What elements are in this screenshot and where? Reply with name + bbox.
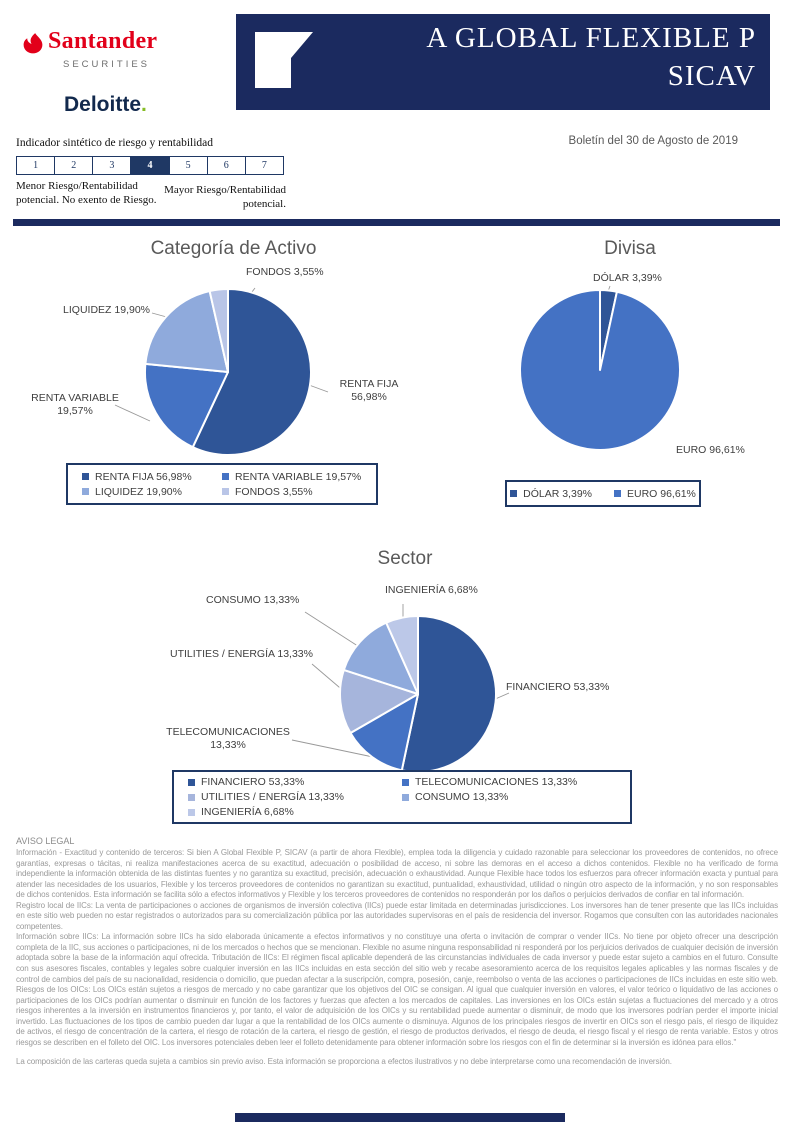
pie-label-fondos: FONDOS 3,55%	[246, 266, 324, 278]
risk-note-higher: Mayor Riesgo/Rentabilidad potencial.	[164, 184, 286, 211]
legend-marker	[222, 488, 229, 495]
pie-label-utilities: UTILITIES / ENERGÍA 13,33%	[170, 648, 313, 660]
legend-marker	[222, 473, 229, 480]
deloitte-logo: Deloitte.	[64, 93, 147, 116]
pie-label-dolar: DÓLAR 3,39%	[593, 272, 662, 284]
santander-flame-icon	[20, 31, 46, 57]
legend-marker	[188, 809, 195, 816]
pie-label-financiero: FINANCIERO 53,33%	[506, 681, 610, 693]
legend-item: INGENIERÍA 6,68%	[188, 806, 402, 818]
legend-item: CONSUMO 13,33%	[402, 791, 616, 803]
legend-marker	[402, 794, 409, 801]
risk-level-6: 6	[208, 157, 246, 174]
pie-label-renta-fija: RENTA FIJA 56,98%	[339, 378, 399, 404]
asset-category-chart	[16, 236, 451, 514]
risk-level-7: 7	[246, 157, 283, 174]
legend-marker	[402, 779, 409, 786]
sector-legend	[172, 770, 632, 824]
legend-marker	[188, 794, 195, 801]
pie-label-liquidez: LIQUIDEZ 19,90%	[63, 304, 150, 316]
legal-paragraph: Riesgos de los OICs: Los OICs están sujetos a riesgos de mercado y no cabe garantizar que los objetivos del OIC se consigan. Al igual que cualquier inversión en valores, el valor teórico o liquidativo de las acciones o participaciones de los OICs podrían aumentar o disminuir en función de los factores y fuerzas que afecten a los mercados de capitales. Las inversiones en los OICs están sujetas a fluctuaciones del mercado y a otros riesgos inherentes a la inversión en instrumentos financieros y, por tanto, el valor de adquisición de los OICs y su rentabilidad puede aumentar o disminuir, de modo que los inversores podrían perder el importe inicial invertido. Las fluctuaciones de los tipos de cambio pueden dar lugar a que la rentabilidad de los OICs aumente o disminuya. Algunos de los principales riesgos de invertir en OICs son el riesgo país, el riesgo de iliquidez de activos, el riesgo de concentración de la cartera, el riesgo de rotación de la cartera, el riesgo de gestión, el riesgo de productos derivados, el riesgo de deuda, el riesgo fiscal y el riesgo de renta variable. Estos y otros riesgos se describen en el folleto del OIC. Los inversores potenciales deben leer el folleto detenidamente para obtener información sobre los riesgos con el fin de determinar si la inversión es idónea para ellos."	[16, 985, 778, 1047]
risk-level-5: 5	[170, 157, 208, 174]
pie-label-euro: EURO 96,61%	[676, 444, 745, 456]
chart-title-currency: Divisa	[604, 238, 656, 259]
santander-securities-label: SECURITIES	[63, 59, 151, 70]
legal-heading: AVISO LEGAL	[16, 836, 75, 846]
legend-item: RENTA FIJA 56,98%	[82, 471, 222, 483]
legend-item: LIQUIDEZ 19,90%	[82, 486, 222, 498]
risk-note-lower: Menor Riesgo/Rentabilidad potencial. No exento de Riesgo.	[16, 180, 157, 207]
legal-notice	[16, 836, 778, 1068]
currency-legend	[505, 480, 701, 507]
deloitte-green-dot-icon: .	[141, 93, 147, 116]
title-banner	[236, 14, 770, 110]
chart-title-sector: Sector	[377, 548, 433, 569]
sector-chart	[160, 546, 650, 838]
fund-title-line2: SICAV	[667, 60, 756, 92]
risk-level-3: 3	[93, 157, 131, 174]
flexible-flag-icon	[244, 22, 320, 102]
legend-marker	[510, 490, 517, 497]
legend-marker	[188, 779, 195, 786]
section-divider	[13, 219, 780, 226]
legend-marker	[614, 490, 621, 497]
risk-level-2: 2	[55, 157, 93, 174]
risk-level-1: 1	[17, 157, 55, 174]
pie-label-ingenieria: INGENIERÍA 6,68%	[385, 584, 478, 596]
chart-title-asset-category: Categoría de Activo	[150, 238, 317, 259]
asset-category-legend	[66, 463, 378, 505]
pie-label-telecom: TELECOMUNICACIONES 13,33%	[166, 726, 290, 752]
risk-indicator-title: Indicador sintético de riesgo y rentabilidad	[16, 137, 214, 149]
risk-scale	[16, 156, 284, 175]
bulletin-date: Boletín del 30 de Agosto de 2019	[568, 135, 738, 147]
legend-item: RENTA VARIABLE 19,57%	[222, 471, 362, 483]
legend-item: TELECOMUNICACIONES 13,33%	[402, 776, 616, 788]
pie-label-consumo: CONSUMO 13,33%	[206, 594, 300, 606]
legend-item: EURO 96,61%	[614, 488, 696, 500]
pie-label-renta-variable: RENTA VARIABLE 19,57%	[31, 392, 119, 418]
fund-title-line1: A GLOBAL FLEXIBLE P	[426, 22, 756, 54]
legend-item: UTILITIES / ENERGÍA 13,33%	[188, 791, 402, 803]
legal-paragraph: La composición de las carteras queda sujeta a cambios sin previo aviso. Esta información se proporciona a efectos ilustrativos y no debe interpretarse como una recomendación de inversión.	[16, 1057, 672, 1067]
legend-marker	[82, 488, 89, 495]
santander-logo: Santander	[48, 28, 158, 54]
legend-marker	[82, 473, 89, 480]
legal-paragraph: Información sobre IICs: La información sobre IICs ha sido elaborada únicamente a efectos informativos y no constituye una oferta o invitación de comprar o vender IICs. No tiene por objeto ofrecer una descripción completa de la IIC, sus acciones o participaciones, ni de los mercados o hechos que se mencionan. Flexible no asume ninguna responsabilidad ni responderá por los perjuicios derivados de cualquier decisión de inversión adoptada sobre la base de la información aquí ofrecida. Tributación de IICs: El régimen fiscal aplicable dependerá de las circunstancias individuales de cada inversor y puede estar sujeto a cambios en el futuro. Consulte con sus asesores fiscales, contables y legales sobre cualquier inversión en las IICs incluidas en esta sección del sitio web y recabe asesoramiento acerca de los requisitos legales aplicables y las normas fiscales y de control de cambios del país de su nacionalidad, residencia o domicilio, que puedan afectar a la suscripción, compra, posesión, canje, reembolso o venta de las acciones o participaciones de IICs incluidas en este sitio web.	[16, 932, 778, 984]
legend-item: DÓLAR 3,39%	[510, 488, 592, 500]
legend-item: FONDOS 3,55%	[222, 486, 362, 498]
currency-chart	[480, 236, 780, 514]
legal-paragraph: Registro local de IICs: La venta de participaciones o acciones de organismos de inversión colectiva (IICs) puede estar limitada en determinadas jurisdicciones. Los inversores han de tener presente que las IICs incluidas en este sitio web pueden no estar registrados o autorizados para su comercialización pública por las autoridades supervisoras en el país de residencia del inversor. Rogamos que consulten con las autoridades nacionales competentes.	[16, 900, 778, 931]
footer-bar	[235, 1113, 565, 1122]
legend-item: FINANCIERO 53,33%	[188, 776, 402, 788]
risk-level-4-selected: 4	[131, 157, 169, 174]
fund-title	[426, 19, 756, 95]
legal-paragraph: Información - Exactitud y contenido de terceros: Si bien A Global Flexible P, SICAV (a partir de ahora Flexible), emplea toda la diligencia y cuidado razonable para seleccionar los proveedores de contenidos, no ofrece garantías, expresas o tácitas, ni realiza manifestaciones acerca de su exactitud, adecuación o posibilidad de acceso, ni sobre las demoras en el acceso a dichos contenidos. Flexible no ha verificado de forma independiente la información obtenida de las distintas fuentes y no garantiza su exactitud, precisión, adecuación o exhaustividad. Aunque Flexible hace todos los esfuerzos para ofrecer información exacta y puntual para atender las necesidades de los usuarios, Flexible y los terceros proveedores de contenidos no garantizan su exactitud, puntualidad, exhaustividad, utilidad o ningún otro aspecto de la información, y no son responsables de dichos contenidos. Esta información se facilita sólo a efectos informativos y Flexible y los terceros proveedores de contenidos no responderán por los daños o perjuicios derivados de confiar en tal información.	[16, 848, 778, 900]
